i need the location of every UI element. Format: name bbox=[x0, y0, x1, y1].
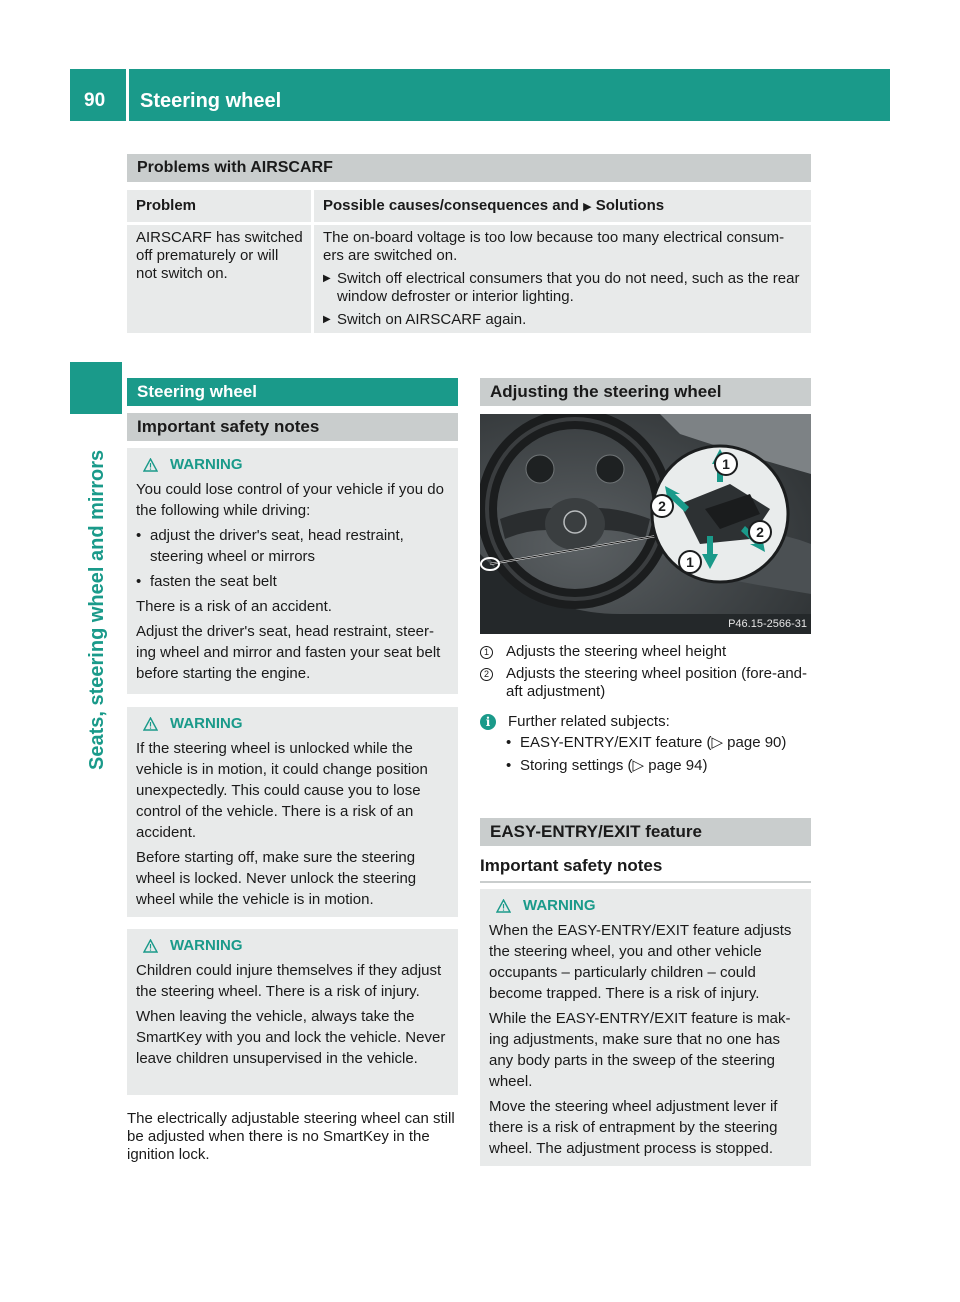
column-header-solutions-pre: Possible causes/consequences and bbox=[323, 197, 579, 214]
solution-step bbox=[323, 311, 803, 329]
callout-label: 1 bbox=[686, 554, 694, 570]
figure-code: P46.15-2566-31 bbox=[728, 618, 807, 630]
list-item bbox=[136, 525, 450, 567]
list-item bbox=[480, 665, 811, 701]
callout-2-right bbox=[749, 521, 771, 543]
solution-step-text: Switch on AIRSCARF again. bbox=[337, 311, 527, 328]
legend-text: Adjusts the steering wheel position (fore-and-aft adjustment) bbox=[506, 665, 807, 700]
legend-number: 1 bbox=[480, 646, 493, 659]
page-title: Steering wheel bbox=[140, 90, 282, 112]
warning-text: You could lose control of your vehicle if you do the following while driving: bbox=[136, 481, 444, 519]
column-header-solutions-post: Solutions bbox=[595, 197, 665, 214]
warning-box bbox=[127, 929, 458, 1095]
legend-text: Adjusts the steering wheel height bbox=[506, 643, 727, 660]
cross-reference[interactable] bbox=[506, 732, 811, 753]
warning-text: When leaving the vehicle, always take the SmartKey with you and lock the vehicle. Never leave children unsupervised in the vehicle. bbox=[136, 1008, 446, 1067]
table-cell-solutions bbox=[314, 225, 811, 333]
bullet-icon: • bbox=[506, 757, 512, 774]
legend-number: 2 bbox=[480, 668, 493, 681]
warning-title-text: WARNING bbox=[523, 897, 596, 914]
body-paragraph: The electrically adjustable steering wheel can still be adjusted when there is no SmartKey in the ignition lock. bbox=[127, 1110, 455, 1163]
subsection-title-safety: Important safety notes bbox=[127, 413, 458, 441]
list-item-text: fasten the seat belt bbox=[150, 573, 277, 590]
warning-triangle-icon bbox=[143, 458, 158, 472]
warning-title-text: WARNING bbox=[170, 937, 243, 954]
cross-reference-text[interactable]: EASY-ENTRY/EXIT feature (▷ page 90) bbox=[520, 734, 787, 751]
warning-title bbox=[489, 895, 803, 916]
column-header-problem: Problem bbox=[127, 190, 311, 222]
arrow-icon: ▶ bbox=[323, 314, 331, 325]
problem-table bbox=[127, 154, 811, 333]
steering-wheel-figure bbox=[480, 414, 811, 634]
table-header-row bbox=[127, 190, 811, 222]
arrow-icon: ▶ bbox=[583, 201, 592, 213]
column-header-solutions bbox=[314, 190, 811, 222]
warning-box bbox=[127, 448, 458, 694]
chapter-tab bbox=[84, 430, 110, 770]
solution-step bbox=[323, 270, 803, 306]
warning-box bbox=[480, 889, 811, 1166]
cause-text: The on-board voltage is too low because too many electrical consum-ers are switched on. bbox=[323, 229, 785, 264]
cross-reference[interactable] bbox=[506, 755, 811, 776]
warning-title bbox=[136, 713, 450, 734]
warning-text: Move the steering wheel adjustment lever if there is a risk of entrapment by the steering wheel. The adjustment process is stopped. bbox=[489, 1098, 778, 1157]
section-title-adjusting: Adjusting the steering wheel bbox=[480, 378, 811, 406]
warning-text: When the EASY-ENTRY/EXIT feature adjusts the steering wheel, you and other vehicle occupants – particularly children – could become trapped. There is a risk of injury. bbox=[489, 922, 792, 1002]
figure-legend bbox=[480, 643, 811, 705]
bullet-icon: • bbox=[136, 527, 142, 544]
warning-text: Adjust the driver's seat, head restraint, steer-ing wheel and mirror and fasten your seat belt before starting the engine. bbox=[136, 623, 441, 682]
section-title-easy-entry: EASY-ENTRY/EXIT feature bbox=[480, 818, 811, 846]
warning-text: There is a risk of an accident. bbox=[136, 598, 332, 615]
section-title-steering-wheel: Steering wheel bbox=[127, 378, 458, 406]
info-heading bbox=[480, 711, 811, 732]
warning-title bbox=[136, 935, 450, 956]
list-item bbox=[136, 571, 450, 592]
chapter-tab-block bbox=[70, 362, 122, 414]
callout-2-left bbox=[651, 495, 673, 517]
steering-wheel-illustration bbox=[480, 414, 811, 634]
list-item-text: adjust the driver's seat, head restraint, steering wheel or mirrors bbox=[150, 527, 404, 565]
warning-triangle-icon bbox=[143, 939, 158, 953]
warning-title-text: WARNING bbox=[170, 715, 243, 732]
page-number: 90 bbox=[84, 90, 106, 111]
info-icon: i bbox=[480, 714, 496, 730]
warning-triangle-icon bbox=[143, 717, 158, 731]
warning-text: Before starting off, make sure the steering wheel is locked. Never unlock the steering wheel while the vehicle is in motion. bbox=[136, 849, 417, 908]
cross-reference-text[interactable]: Storing settings (▷ page 94) bbox=[520, 757, 708, 774]
info-label: Further related subjects: bbox=[508, 713, 670, 730]
subsection-title-safety-right: Important safety notes bbox=[480, 853, 811, 883]
bullet-icon: • bbox=[506, 734, 512, 751]
callout-1-bottom bbox=[679, 551, 701, 573]
warning-text: While the EASY-ENTRY/EXIT feature is mak-ing adjustments, make sure that no one has any body parts in the sweep of the steering wheel. bbox=[489, 1010, 791, 1090]
callout-1-top bbox=[715, 453, 737, 475]
table-cell-problem: AIRSCARF has switched off prematurely or will not switch on. bbox=[127, 225, 311, 333]
bullet-icon: • bbox=[136, 573, 142, 590]
warning-triangle-icon bbox=[496, 899, 511, 913]
warning-text: If the steering wheel is unlocked while the vehicle is in motion, it could change position unexpectedly. This could cause you to lose control of the vehicle. There is a risk of an accident. bbox=[136, 740, 428, 841]
warning-title bbox=[136, 454, 450, 475]
header-divider bbox=[126, 69, 129, 121]
warning-title-text: WARNING bbox=[170, 456, 243, 473]
arrow-icon: ▶ bbox=[323, 273, 331, 284]
callout-label: 2 bbox=[658, 498, 666, 514]
info-note bbox=[480, 711, 811, 778]
chapter-tab-label: Seats, steering wheel and mirrors bbox=[86, 449, 108, 770]
solution-step-text: Switch off electrical consumers that you do not need, such as the rear window defroster or interior lighting. bbox=[337, 270, 800, 305]
table-row bbox=[127, 225, 811, 333]
warning-box bbox=[127, 707, 458, 917]
warning-text: Children could injure themselves if they adjust the steering wheel. There is a risk of injury. bbox=[136, 962, 442, 1000]
callout-label: 1 bbox=[722, 456, 730, 472]
callout-label: 2 bbox=[756, 524, 764, 540]
list-item bbox=[480, 643, 811, 661]
table-caption: Problems with AIRSCARF bbox=[127, 154, 811, 182]
